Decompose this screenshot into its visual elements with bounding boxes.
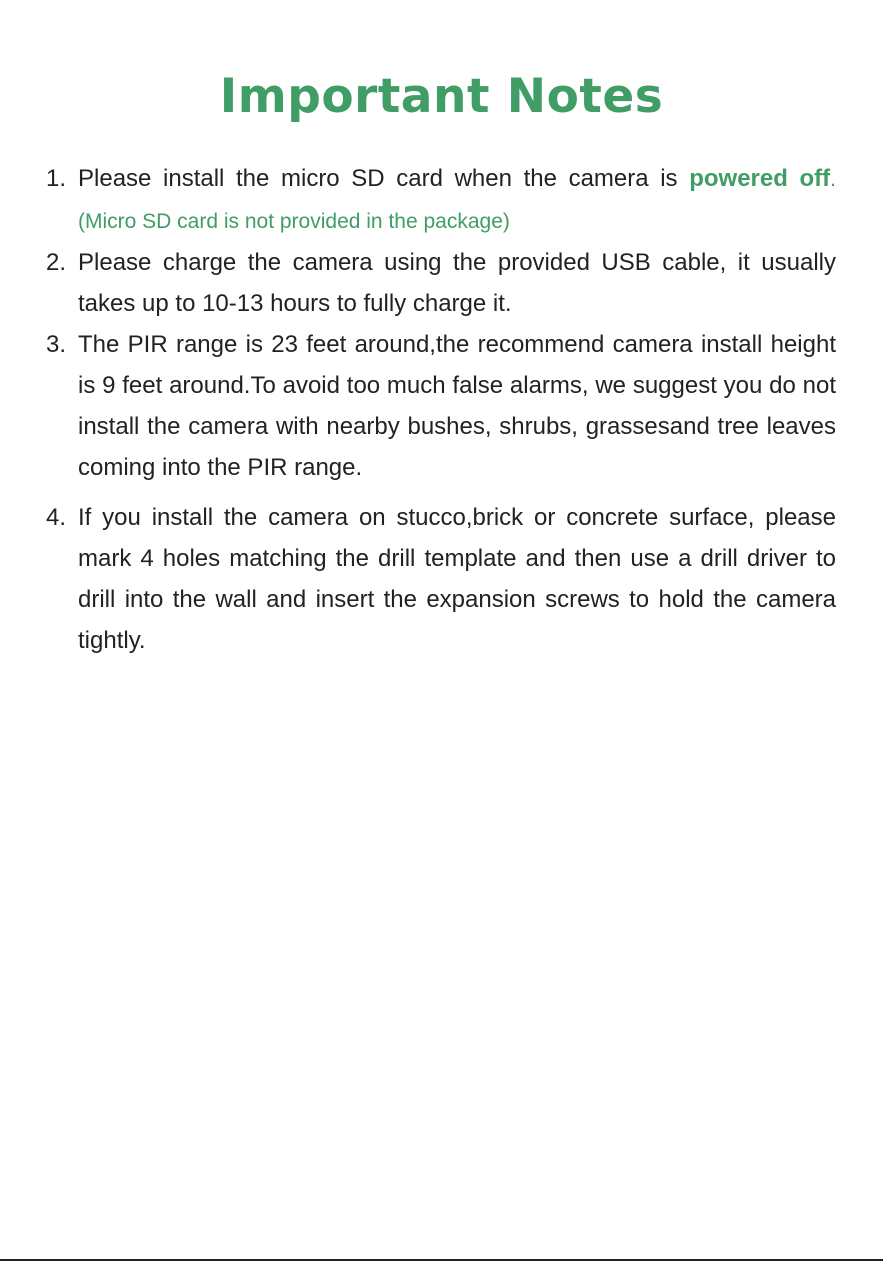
note-text: The PIR range is 23 feet around,the recommend camera install height is 9 feet around.To avoid too much false alarms, we suggest you do not install the camera with nearby bushes, shrubs, grassesand tree leaves coming into the PIR range. (78, 331, 836, 481)
note-highlight: powered off (689, 165, 831, 192)
note-text: If you install the camera on stucco,brick or concrete surface, please mark 4 holes matching the drill template and then use a drill driver to drill into the wall and insert the expansion screws to hold the camera tightly. (78, 504, 836, 654)
page-title: Important Notes (219, 69, 664, 124)
notes-list (46, 158, 836, 661)
note-item-3 (46, 324, 836, 488)
note-text: Please install the micro SD card when the camera is (78, 165, 690, 192)
note-number: 3. (46, 331, 67, 358)
note-number: 1. (46, 165, 67, 192)
note-item-1 (46, 158, 836, 242)
note-number: 2. (46, 249, 67, 276)
note-text: Please charge the camera using the provided USB cable, it usually takes up to 10-13 hours to fully charge it. (78, 249, 836, 317)
note-item-4 (46, 497, 836, 661)
note-number: 4. (46, 504, 67, 531)
note-item-2 (46, 242, 836, 324)
note-highlight-suffix: . (Micro SD card is not provided in the package) (78, 168, 837, 233)
